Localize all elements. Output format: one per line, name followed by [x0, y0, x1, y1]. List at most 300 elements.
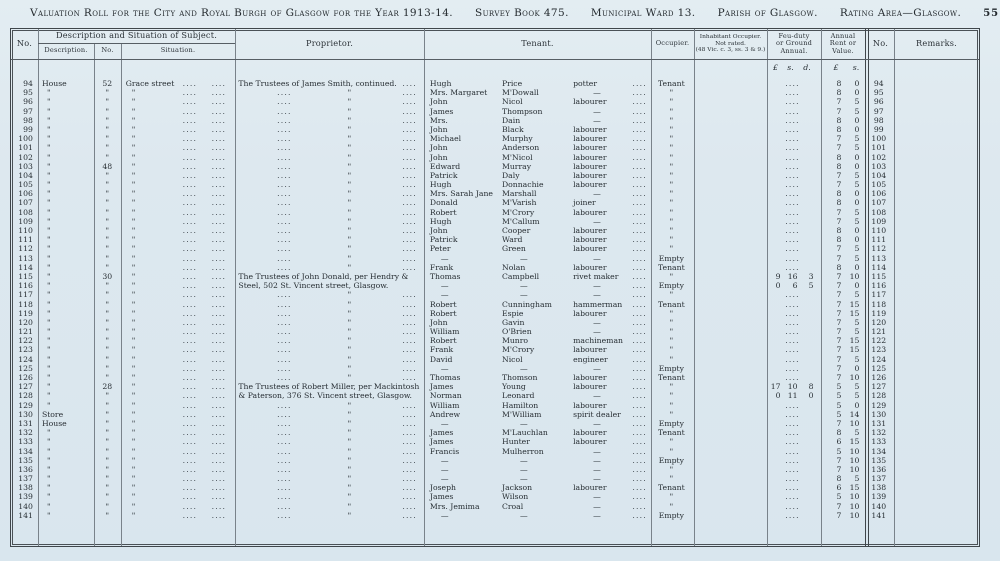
cell-street-no: "	[105, 198, 110, 208]
cell-remarks	[892, 437, 979, 446]
cell-entry-no-right: 138	[871, 483, 887, 493]
cell-occupier: "	[669, 198, 674, 208]
cell-tenant: William Hamilton labourer ....	[429, 400, 647, 410]
cell-situation: " .... ....	[131, 428, 227, 438]
cell-entry-no: 97	[23, 106, 33, 116]
cell-situation: " .... ....	[131, 373, 227, 382]
cell-remarks	[892, 465, 979, 474]
cell-occupier: "	[669, 226, 674, 235]
cell-entry-no-right: 128	[871, 391, 887, 401]
cell-description: "	[46, 106, 51, 116]
cell-feu-duty: ....	[785, 152, 800, 162]
cell-entry-no: 139	[18, 492, 33, 502]
cell-entry-no: 141	[18, 510, 33, 520]
cell-entry-no-right: 109	[871, 216, 887, 226]
cell-description: "	[46, 382, 51, 392]
cell-entry-no-right: 126	[871, 373, 887, 382]
cell-annual-rent: 7 5	[836, 106, 860, 116]
cell-description: "	[46, 290, 51, 300]
cell-situation: " .... ....	[131, 391, 227, 401]
cell-feu-duty: ....	[785, 262, 800, 272]
table-row	[11, 465, 979, 474]
cell-situation: " .... ....	[131, 492, 227, 502]
cell-entry-no-right: 104	[871, 170, 887, 180]
cell-proprietor: .... " ....	[277, 235, 417, 245]
cell-feu-duty: ....	[785, 373, 800, 382]
cell-occupier: "	[669, 391, 674, 401]
cell-occupier: Empty	[658, 455, 684, 465]
cell-description: "	[46, 271, 51, 281]
cell-inhabitant-occupier	[693, 419, 766, 428]
cell-tenant: — — — ....	[440, 363, 647, 373]
cell-proprietor: .... " ....	[277, 483, 417, 493]
cell-feu-duty: ....	[785, 483, 800, 493]
cell-proprietor: .... " ....	[277, 308, 417, 318]
table-row	[11, 355, 979, 364]
cell-feu-duty: ....	[785, 474, 800, 484]
header-feu-duty: Feu-duty or Ground Annual.	[775, 31, 813, 55]
cell-annual-rent: 5 14	[836, 409, 860, 419]
cell-situation: " .... ....	[131, 336, 227, 346]
cell-description: "	[46, 354, 51, 364]
cell-feu-duty: 0 11 0	[775, 391, 814, 401]
cell-street-no: "	[105, 345, 110, 355]
table-row	[11, 208, 979, 217]
cell-feu-duty: 0 6 5	[775, 281, 814, 291]
cell-occupier: Tenant	[658, 483, 685, 493]
cell-situation: " .... ....	[131, 106, 227, 116]
cell-description: "	[46, 189, 51, 199]
cell-tenant: James Thompson — ....	[429, 106, 647, 116]
cell-situation: " .... ....	[131, 115, 227, 125]
cell-annual-rent: 7 0	[836, 281, 860, 291]
cell-tenant: James M'Lauchlan labourer ....	[429, 428, 647, 438]
cell-inhabitant-occupier	[693, 492, 766, 501]
header-occupier: Occupier.	[655, 39, 690, 48]
cell-entry-no: 135	[18, 455, 33, 465]
cell-entry-no: 114	[18, 262, 33, 272]
cell-occupier: "	[669, 464, 674, 474]
table-row	[11, 143, 979, 152]
cell-feu-duty: ....	[785, 437, 800, 447]
cell-description: "	[46, 501, 51, 511]
cell-proprietor: .... " ....	[277, 363, 417, 373]
table-row	[11, 116, 979, 125]
cell-inhabitant-occupier	[693, 483, 766, 492]
cell-annual-rent: 5 10	[836, 446, 860, 456]
cell-inhabitant-occupier	[693, 208, 766, 217]
cell-annual-rent: 7 10	[836, 510, 860, 520]
cell-feu-duty: ....	[785, 363, 800, 373]
cell-entry-no: 100	[18, 134, 33, 144]
cell-situation: " .... ....	[131, 97, 227, 107]
cell-street-no: "	[105, 483, 110, 493]
cell-remarks	[892, 162, 979, 171]
cell-entry-no: 117	[18, 290, 33, 300]
cell-inhabitant-occupier	[693, 116, 766, 125]
cell-description: "	[46, 455, 51, 465]
cell-annual-rent: 5 5	[836, 382, 860, 392]
cell-entry-no: 118	[18, 299, 33, 309]
cell-situation: " .... ....	[131, 235, 227, 245]
table-row	[11, 171, 979, 180]
cell-inhabitant-occupier	[693, 456, 766, 465]
cell-remarks	[892, 511, 979, 520]
cell-street-no: "	[105, 134, 110, 144]
cell-street-no: "	[105, 235, 110, 245]
cell-feu-duty: ....	[785, 290, 800, 300]
cell-proprietor: .... " ....	[277, 474, 417, 484]
cell-remarks	[892, 116, 979, 125]
cell-feu-duty: ....	[785, 345, 800, 355]
cell-entry-no: 108	[18, 207, 33, 217]
cell-description: "	[46, 299, 51, 309]
cell-description: "	[46, 180, 51, 190]
cell-feu-duty: ....	[785, 134, 800, 144]
cell-situation: " .... ....	[131, 134, 227, 144]
cell-occupier: "	[669, 446, 674, 456]
cell-annual-rent: 7 10	[836, 373, 860, 382]
cell-annual-rent: 5 0	[836, 400, 860, 410]
cell-tenant: Frank M'Crory labourer ....	[429, 345, 647, 355]
cell-entry-no-right: 102	[871, 152, 887, 162]
cell-street-no: "	[105, 446, 110, 456]
cell-annual-rent: 7 5	[836, 180, 860, 190]
cell-entry-no: 131	[18, 418, 33, 428]
cell-proprietor: .... " ....	[277, 409, 417, 419]
cell-situation: " .... ....	[131, 418, 227, 428]
cell-tenant: Hugh Price potter ....	[429, 79, 647, 88]
header-inhabitant-occupier: Inhabitant Occupier. Not rated. (48 Vic. c. 3, ss. 3 & 9.)	[695, 34, 766, 54]
cell-feu-duty: ....	[785, 170, 800, 180]
cell-remarks	[892, 336, 979, 345]
cell-street-no: "	[105, 327, 110, 337]
cell-occupier: "	[669, 207, 674, 217]
cell-entry-no: 96	[23, 97, 33, 107]
cell-remarks	[892, 153, 979, 162]
cell-description: "	[46, 446, 51, 456]
cell-street-no: "	[105, 281, 110, 291]
cell-proprietor: .... " ....	[277, 354, 417, 364]
cell-annual-rent: 7 10	[836, 464, 860, 474]
cell-description: "	[46, 161, 51, 171]
cell-description: "	[46, 437, 51, 447]
cell-proprietor: .... " ....	[277, 418, 417, 428]
cell-description: "	[46, 143, 51, 153]
cell-remarks	[892, 483, 979, 492]
cell-proprietor: .... " ....	[277, 134, 417, 144]
cell-feu-duty: ....	[785, 79, 800, 88]
cell-entry-no: 134	[18, 446, 33, 456]
valuation-table	[10, 28, 980, 547]
cell-annual-rent: 7 5	[836, 216, 860, 226]
cell-street-no: "	[105, 262, 110, 272]
cell-entry-no: 107	[18, 198, 33, 208]
table-row	[11, 373, 979, 382]
cell-remarks	[892, 364, 979, 373]
cell-entry-no-right: 141	[871, 510, 887, 520]
cell-proprietor: .... " ....	[277, 244, 417, 254]
cell-street-no: "	[105, 290, 110, 300]
cell-occupier: "	[669, 308, 674, 318]
header-situation: Situation.	[160, 46, 196, 55]
table-row	[11, 281, 979, 290]
cell-proprietor: .... " ....	[277, 106, 417, 116]
cell-feu-duty: ....	[785, 336, 800, 346]
cell-feu-duty: ....	[785, 143, 800, 153]
cell-remarks	[892, 309, 979, 318]
cell-tenant: William O'Brien — ....	[429, 327, 647, 337]
cell-proprietor: .... " ....	[277, 345, 417, 355]
cell-feu-duty: ....	[785, 198, 800, 208]
cell-tenant: — — — ....	[440, 418, 647, 428]
cell-tenant: Mrs. Jemima Croal — ....	[429, 501, 647, 511]
table-row	[11, 153, 979, 162]
cell-entry-no: 111	[18, 235, 33, 245]
cell-description: "	[46, 244, 51, 254]
cell-inhabitant-occupier	[693, 401, 766, 410]
cell-street-no: "	[105, 474, 110, 484]
cell-entry-no: 102	[18, 152, 33, 162]
cell-street-no: "	[105, 455, 110, 465]
header-street-no: No.	[101, 46, 114, 55]
cell-situation: " .... ....	[131, 299, 227, 309]
cell-entry-no: 126	[18, 373, 33, 382]
cell-remarks	[892, 254, 979, 263]
cell-entry-no: 121	[18, 327, 33, 337]
cell-inhabitant-occupier	[693, 125, 766, 134]
table-row	[11, 88, 979, 97]
cell-occupier: "	[669, 143, 674, 153]
cell-occupier: "	[669, 152, 674, 162]
cell-entry-no-right: 124	[871, 354, 887, 364]
cell-annual-rent: 7 5	[836, 134, 860, 144]
cell-inhabitant-occupier	[693, 364, 766, 373]
cell-annual-rent: 8 0	[836, 124, 860, 134]
cell-entry-no-right: 105	[871, 180, 887, 190]
cell-proprietor: & Paterson, 376 St. Vincent street, Glasgow.	[238, 391, 412, 401]
cell-proprietor: The Trustees of Robert Miller, per Mackintosh	[238, 382, 420, 392]
cell-occupier: "	[669, 235, 674, 245]
cell-proprietor: .... " ....	[277, 207, 417, 217]
cell-entry-no: 130	[18, 409, 33, 419]
cell-remarks	[892, 428, 979, 437]
cell-remarks	[892, 410, 979, 419]
cell-occupier: Empty	[658, 418, 684, 428]
cell-remarks	[892, 125, 979, 134]
cell-occupier: Empty	[658, 363, 684, 373]
cell-tenant: James Young labourer ....	[429, 382, 647, 392]
cell-tenant: John Nicol labourer ....	[429, 97, 647, 107]
cell-remarks	[892, 134, 979, 143]
table-row	[11, 290, 979, 299]
cell-feu-duty: ....	[785, 253, 800, 263]
cell-inhabitant-occupier	[693, 447, 766, 456]
cell-inhabitant-occupier	[693, 88, 766, 97]
cell-description: "	[46, 115, 51, 125]
cell-proprietor: .... " ....	[277, 88, 417, 98]
cell-situation: " .... ....	[131, 446, 227, 456]
cell-description: "	[46, 327, 51, 337]
cell-entry-no-right: 97	[873, 106, 884, 116]
cell-entry-no: 115	[18, 271, 33, 281]
cell-description: "	[46, 170, 51, 180]
cell-occupier: "	[669, 216, 674, 226]
cell-occupier: "	[669, 400, 674, 410]
cell-entry-no-right: 136	[871, 464, 887, 474]
table-row	[11, 134, 979, 143]
table-row	[11, 309, 979, 318]
cell-situation: " .... ....	[131, 474, 227, 484]
cell-tenant: John Gavin — ....	[429, 317, 647, 327]
cell-entry-no: 94	[23, 79, 33, 88]
cell-proprietor: .... " ....	[277, 464, 417, 474]
cell-inhabitant-occupier	[693, 327, 766, 336]
cell-street-no: "	[105, 409, 110, 419]
cell-description: House	[41, 418, 67, 428]
cell-feu-duty: ....	[785, 244, 800, 254]
cell-description: House	[41, 79, 67, 88]
cell-situation: " .... ....	[131, 483, 227, 493]
cell-street-no: "	[105, 180, 110, 190]
cell-entry-no-right: 113	[871, 253, 887, 263]
header-row-no: No.	[16, 38, 33, 49]
cell-inhabitant-occupier	[693, 355, 766, 364]
table-row	[11, 263, 979, 272]
cell-annual-rent: 8 0	[836, 198, 860, 208]
cell-inhabitant-occupier	[693, 373, 766, 382]
cell-inhabitant-occupier	[693, 189, 766, 198]
table-row	[11, 345, 979, 354]
cell-feu-duty: ....	[785, 446, 800, 456]
cell-inhabitant-occupier	[693, 134, 766, 143]
cell-proprietor: .... " ....	[277, 180, 417, 190]
cell-feu-duty: ....	[785, 124, 800, 134]
cell-description: "	[46, 317, 51, 327]
cell-remarks	[892, 97, 979, 106]
cell-entry-no-right: 140	[871, 501, 887, 511]
cell-remarks	[892, 447, 979, 456]
cell-occupier: "	[669, 244, 674, 254]
header-annual-rent: Annual Rent or Value.	[829, 31, 857, 55]
cell-proprietor: .... " ....	[277, 428, 417, 438]
cell-occupier: "	[669, 161, 674, 171]
cell-description: "	[46, 134, 51, 144]
cell-description: "	[46, 428, 51, 438]
header-description: Description.	[44, 46, 88, 55]
cell-occupier: "	[669, 134, 674, 144]
cell-remarks	[892, 263, 979, 272]
header-no-right: No.	[872, 38, 889, 49]
cell-description: "	[46, 216, 51, 226]
cell-entry-no: 99	[23, 124, 33, 134]
cell-occupier: "	[669, 437, 674, 447]
cell-feu-duty: ....	[785, 354, 800, 364]
cell-occupier: "	[669, 290, 674, 300]
cell-inhabitant-occupier	[693, 107, 766, 116]
cell-entry-no-right: 110	[871, 226, 887, 235]
cell-entry-no-right: 125	[871, 363, 887, 373]
cell-street-no: "	[105, 501, 110, 511]
cell-description: "	[46, 88, 51, 98]
cell-situation: " .... ....	[131, 501, 227, 511]
cell-description: "	[46, 235, 51, 245]
cell-proprietor: .... " ....	[277, 216, 417, 226]
cell-occupier: Tenant	[658, 428, 685, 438]
cell-tenant: Peter Green labourer ....	[429, 244, 647, 254]
cell-street-no: "	[105, 216, 110, 226]
cell-annual-rent: 7 10	[836, 418, 860, 428]
cell-inhabitant-occupier	[693, 244, 766, 253]
cell-entry-no-right: 106	[871, 189, 887, 199]
cell-inhabitant-occupier	[693, 410, 766, 419]
cell-remarks	[892, 401, 979, 410]
cell-description: "	[46, 400, 51, 410]
cell-description: "	[46, 474, 51, 484]
cell-proprietor: .... " ....	[277, 115, 417, 125]
table-row	[11, 483, 979, 492]
cell-description: "	[46, 464, 51, 474]
table-row	[11, 226, 979, 235]
cell-remarks	[892, 189, 979, 198]
cell-occupier: "	[669, 88, 674, 98]
page-number: 55	[983, 8, 1000, 19]
cell-feu-duty: ....	[785, 216, 800, 226]
cell-inhabitant-occupier	[693, 153, 766, 162]
cell-occupier: "	[669, 327, 674, 337]
cell-tenant: Francis Mulherron — ....	[429, 446, 647, 456]
cell-inhabitant-occupier	[693, 345, 766, 354]
cell-entry-no-right: 96	[873, 97, 884, 107]
cell-feu-duty: ....	[785, 88, 800, 98]
cell-feu-duty: ....	[785, 115, 800, 125]
cell-description: "	[46, 97, 51, 107]
table-row	[11, 244, 979, 253]
cell-feu-duty: ....	[785, 492, 800, 502]
cell-annual-rent: 7 5	[836, 317, 860, 327]
cell-entry-no-right: 121	[871, 327, 887, 337]
cell-situation: " .... ....	[131, 271, 227, 281]
cell-annual-rent: 7 5	[836, 143, 860, 153]
cell-occupier: "	[669, 180, 674, 190]
cell-proprietor: .... " ....	[277, 317, 417, 327]
table-row	[11, 410, 979, 419]
cell-annual-rent: 8 0	[836, 235, 860, 245]
cell-situation: " .... ....	[131, 207, 227, 217]
cell-description: "	[46, 492, 51, 502]
cell-remarks	[892, 327, 979, 336]
cell-entry-no: 119	[18, 308, 33, 318]
cell-tenant: Joseph Jackson labourer ....	[429, 483, 647, 493]
cell-description: "	[46, 198, 51, 208]
cell-situation: " .... ....	[131, 510, 227, 520]
page-running-title	[30, 7, 1000, 22]
table-row	[11, 511, 979, 520]
cell-feu-duty: ....	[785, 308, 800, 318]
cell-proprietor: .... " ....	[277, 437, 417, 447]
cell-situation: " .... ....	[131, 409, 227, 419]
cell-occupier: "	[669, 474, 674, 484]
cell-tenant: John Black labourer ....	[429, 124, 647, 134]
cell-entry-no-right: 116	[871, 281, 887, 291]
cell-tenant: — — — ....	[440, 464, 647, 474]
cell-annual-rent: 5 5	[836, 391, 860, 401]
table-row	[11, 254, 979, 263]
cell-inhabitant-occupier	[693, 437, 766, 446]
cell-entry-no: 110	[18, 226, 33, 235]
cell-entry-no-right: 119	[871, 308, 887, 318]
cell-entry-no: 98	[23, 115, 33, 125]
